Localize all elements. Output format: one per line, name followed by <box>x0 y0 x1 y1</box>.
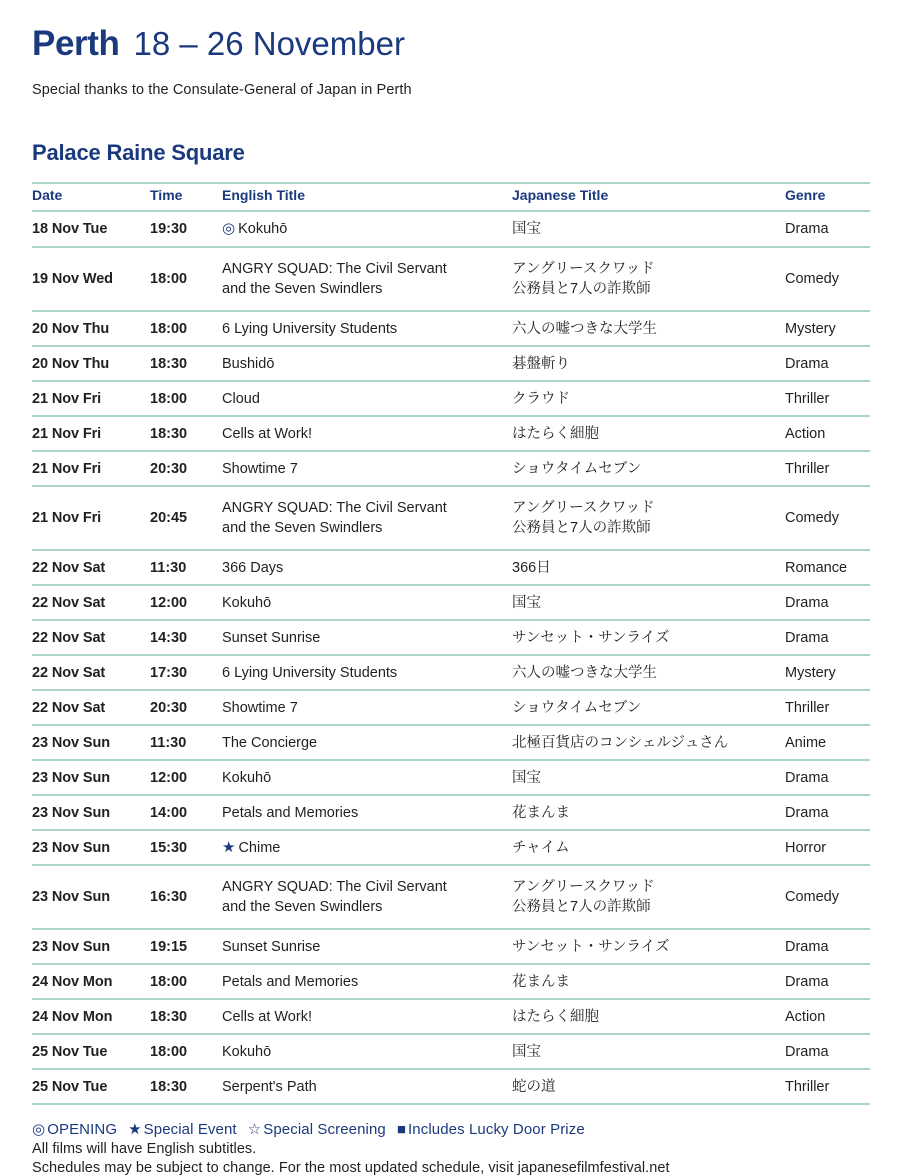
english-title-line: 366 Days <box>222 559 284 576</box>
cell-english-title <box>222 620 512 655</box>
cell-time: 14:30 <box>150 620 222 655</box>
english-title-line: and the Seven Swindlers <box>222 519 383 536</box>
english-title-line: Sunset Sunrise <box>222 629 321 646</box>
table-row <box>32 760 870 795</box>
english-title-line: Petals and Memories <box>222 974 359 991</box>
cell-genre: Romance <box>785 550 870 585</box>
cell-japanese-title <box>512 620 785 655</box>
special-screening-icon: ☆ <box>247 1121 262 1139</box>
english-title-line: and the Seven Swindlers <box>222 280 383 297</box>
japanese-title-line: 国宝 <box>512 221 541 238</box>
cell-time: 20:45 <box>150 486 222 550</box>
table-row <box>32 865 870 929</box>
cell-time: 20:30 <box>150 451 222 486</box>
cell-date: 22 Nov Sat <box>32 550 150 585</box>
cell-date: 20 Nov Thu <box>32 346 150 381</box>
cell-date: 25 Nov Tue <box>32 1034 150 1069</box>
cell-english-title <box>222 416 512 451</box>
japanese-title-line: ショウタイムセブン <box>512 460 642 477</box>
cell-date: 22 Nov Sat <box>32 620 150 655</box>
cell-time: 18:30 <box>150 416 222 451</box>
cell-time: 18:00 <box>150 1034 222 1069</box>
cell-english-title <box>222 795 512 830</box>
legend-label: Special Event <box>143 1121 237 1139</box>
festival-date-range: 18 – 26 November <box>133 25 405 62</box>
legend-item <box>248 1120 386 1138</box>
legend-item <box>128 1120 237 1138</box>
table-row <box>32 451 870 486</box>
legend <box>32 1120 870 1138</box>
legend-label: Special Screening <box>263 1121 386 1139</box>
cell-english-title <box>222 999 512 1034</box>
cell-english-title <box>222 346 512 381</box>
legend-item <box>397 1121 585 1138</box>
cell-time: 11:30 <box>150 725 222 760</box>
japanese-title-line: アングリースクワッド <box>512 879 655 896</box>
english-title-line: and the Seven Swindlers <box>222 899 383 916</box>
japanese-title-line: 花まんま <box>512 974 570 991</box>
table-row <box>32 585 870 620</box>
japanese-title-line: チャイム <box>512 840 570 857</box>
acknowledgement-text: Special thanks to the Consulate-General of Japan in Perth <box>32 82 412 98</box>
cell-japanese-title <box>512 1069 785 1104</box>
table-row <box>32 690 870 725</box>
opening-icon: ◎ <box>222 220 236 237</box>
cell-date: 23 Nov Sun <box>32 725 150 760</box>
english-title-line: ANGRY SQUAD: The Civil Servant <box>222 879 447 896</box>
city-name: Perth <box>32 24 120 63</box>
cell-japanese-title <box>512 211 785 247</box>
cell-japanese-title <box>512 550 785 585</box>
japanese-title-line: サンセット・サンライズ <box>512 939 670 956</box>
cell-english-title <box>222 929 512 964</box>
cell-english-title <box>222 760 512 795</box>
legend-label: OPENING <box>47 1121 118 1139</box>
english-title-line: Kokuhō <box>222 769 272 786</box>
cell-time: 16:30 <box>150 865 222 929</box>
japanese-title-line: クラウド <box>512 390 570 407</box>
table-row <box>32 620 870 655</box>
table-row <box>32 247 870 311</box>
cell-english-title <box>222 1069 512 1104</box>
cell-genre: Horror <box>785 830 870 866</box>
cell-japanese-title <box>512 247 785 311</box>
cell-date: 21 Nov Fri <box>32 416 150 451</box>
lucky-door-prize-icon: ■ <box>396 1121 407 1139</box>
table-row <box>32 346 870 381</box>
english-title-line: ANGRY SQUAD: The Civil Servant <box>222 499 447 516</box>
cell-japanese-title <box>512 311 785 346</box>
column-header-time: Time <box>150 183 222 211</box>
japanese-title-line: 北極百貨店のコンシェルジュさん <box>512 734 729 751</box>
english-title-line: 6 Lying University Students <box>222 664 398 681</box>
table-row <box>32 550 870 585</box>
cell-date: 25 Nov Tue <box>32 1069 150 1104</box>
cell-genre: Mystery <box>785 311 870 346</box>
cell-date: 24 Nov Mon <box>32 999 150 1034</box>
japanese-title-line: アングリースクワッド <box>512 499 655 516</box>
cell-japanese-title <box>512 964 785 999</box>
cell-genre: Drama <box>785 585 870 620</box>
cell-genre: Comedy <box>785 486 870 550</box>
cell-genre: Drama <box>785 1034 870 1069</box>
english-title-line: Cells at Work! <box>222 425 312 442</box>
cell-date: 19 Nov Wed <box>32 247 150 311</box>
english-title-line: ★ Chime <box>222 838 512 859</box>
cell-time: 17:30 <box>150 655 222 690</box>
cell-japanese-title <box>512 655 785 690</box>
cell-genre: Drama <box>785 964 870 999</box>
english-title-line: Cloud <box>222 390 260 407</box>
special-event-icon: ★ <box>222 838 236 856</box>
cell-time: 18:30 <box>150 999 222 1034</box>
cell-english-title <box>222 381 512 416</box>
cell-time: 18:00 <box>150 381 222 416</box>
cell-genre: Thriller <box>785 451 870 486</box>
cell-date: 20 Nov Thu <box>32 311 150 346</box>
masthead <box>32 0 874 61</box>
screening-schedule-table <box>32 182 870 1105</box>
table-row <box>32 655 870 690</box>
cell-japanese-title <box>512 346 785 381</box>
cell-genre: Action <box>785 999 870 1034</box>
cell-time: 19:15 <box>150 929 222 964</box>
cell-time: 18:00 <box>150 964 222 999</box>
japanese-title-line: 公務員と7人の詐欺師 <box>512 899 651 916</box>
cell-japanese-title <box>512 830 785 866</box>
cell-english-title <box>222 247 512 311</box>
cell-japanese-title <box>512 451 785 486</box>
cell-time: 18:00 <box>150 247 222 311</box>
opening-icon: ◎ <box>32 1121 46 1139</box>
column-header-english-title: English Title <box>222 183 512 211</box>
table-row <box>32 725 870 760</box>
japanese-title-line: 六人の嘘つきな大学生 <box>512 320 657 337</box>
table-row <box>32 795 870 830</box>
table-row <box>32 486 870 550</box>
japanese-title-line: サンセット・サンライズ <box>512 629 670 646</box>
cell-genre: Drama <box>785 795 870 830</box>
table-row <box>32 929 870 964</box>
japanese-title-line: 国宝 <box>512 594 541 611</box>
english-title-line: Serpent's Path <box>222 1079 317 1096</box>
cell-date: 21 Nov Fri <box>32 486 150 550</box>
cell-genre: Drama <box>785 346 870 381</box>
cell-date: 22 Nov Sat <box>32 655 150 690</box>
japanese-title-line: はたらく細胞 <box>512 1009 599 1026</box>
english-title-line: The Concierge <box>222 734 318 751</box>
english-title-line: Showtime 7 <box>222 460 298 477</box>
english-title-line: Bushidō <box>222 355 275 372</box>
cell-date: 23 Nov Sun <box>32 795 150 830</box>
cell-japanese-title <box>512 760 785 795</box>
japanese-title-line: 国宝 <box>512 769 541 786</box>
table-header-row <box>32 183 870 211</box>
table-body <box>32 211 870 1104</box>
cell-time: 12:00 <box>150 585 222 620</box>
cell-time: 14:00 <box>150 795 222 830</box>
cell-english-title <box>222 865 512 929</box>
cell-genre: Comedy <box>785 247 870 311</box>
cell-japanese-title <box>512 486 785 550</box>
cell-date: 18 Nov Tue <box>32 211 150 247</box>
cell-time: 18:30 <box>150 346 222 381</box>
table-row <box>32 311 870 346</box>
cell-japanese-title <box>512 929 785 964</box>
cell-date: 23 Nov Sun <box>32 865 150 929</box>
cell-japanese-title <box>512 865 785 929</box>
table-row <box>32 1069 870 1104</box>
japanese-title-line: 国宝 <box>512 1044 541 1061</box>
japanese-title-line: 花まんま <box>512 804 570 821</box>
cell-english-title <box>222 964 512 999</box>
cell-japanese-title <box>512 999 785 1034</box>
table-row <box>32 999 870 1034</box>
japanese-title-line: はたらく細胞 <box>512 425 599 442</box>
english-title-line: 6 Lying University Students <box>222 320 398 337</box>
english-title-line: Kokuhō <box>222 594 272 611</box>
cell-genre: Comedy <box>785 865 870 929</box>
cell-japanese-title <box>512 585 785 620</box>
english-title-line: Petals and Memories <box>222 804 359 821</box>
cell-english-title <box>222 655 512 690</box>
cell-date: 22 Nov Sat <box>32 585 150 620</box>
cell-time: 12:00 <box>150 760 222 795</box>
cell-time: 18:00 <box>150 311 222 346</box>
japanese-title-line: ショウタイムセブン <box>512 699 642 716</box>
table-row <box>32 1034 870 1069</box>
table-row <box>32 416 870 451</box>
english-title-line: Cells at Work! <box>222 1009 312 1026</box>
cell-time: 11:30 <box>150 550 222 585</box>
table-row <box>32 381 870 416</box>
schedule-change-note: Schedules may be subject to change. For the most updated schedule, visit japanesefilmfestival.net <box>32 1160 670 1176</box>
english-title-line: Sunset Sunrise <box>222 939 321 956</box>
cell-genre: Drama <box>785 929 870 964</box>
cell-japanese-title <box>512 416 785 451</box>
cell-genre: Thriller <box>785 690 870 725</box>
cell-genre: Action <box>785 416 870 451</box>
japanese-title-line: 公務員と7人の詐欺師 <box>512 280 651 297</box>
japanese-title-line: アングリースクワッド <box>512 260 655 277</box>
cell-english-title <box>222 725 512 760</box>
column-header-date: Date <box>32 183 150 211</box>
cell-time: 18:30 <box>150 1069 222 1104</box>
legend-label: Includes Lucky Door Prize <box>408 1121 585 1139</box>
cell-english-title <box>222 486 512 550</box>
venue-name: Palace Raine Square <box>32 140 245 165</box>
cell-date: 24 Nov Mon <box>32 964 150 999</box>
cell-genre: Drama <box>785 620 870 655</box>
cell-genre: Drama <box>785 211 870 247</box>
japanese-title-line: 蛇の道 <box>512 1079 556 1096</box>
cell-date: 23 Nov Sun <box>32 830 150 866</box>
legend-item <box>32 1120 117 1138</box>
subtitles-note: All films will have English subtitles. <box>32 1141 257 1158</box>
cell-japanese-title <box>512 1034 785 1069</box>
english-title-line: ANGRY SQUAD: The Civil Servant <box>222 260 447 277</box>
special-event-icon: ★ <box>128 1121 142 1139</box>
cell-time: 20:30 <box>150 690 222 725</box>
cell-english-title <box>222 690 512 725</box>
english-title-line: Showtime 7 <box>222 699 298 716</box>
table-row <box>32 211 870 247</box>
footer <box>32 1120 870 1176</box>
cell-english-title <box>222 830 512 866</box>
cell-japanese-title <box>512 381 785 416</box>
cell-japanese-title <box>512 795 785 830</box>
japanese-title-line: 碁盤斬り <box>512 355 570 372</box>
cell-date: 23 Nov Sun <box>32 760 150 795</box>
cell-genre: Thriller <box>785 1069 870 1104</box>
cell-genre: Anime <box>785 725 870 760</box>
english-title-line: Kokuhō <box>222 1044 272 1061</box>
cell-date: 21 Nov Fri <box>32 381 150 416</box>
cell-japanese-title <box>512 725 785 760</box>
cell-english-title <box>222 211 512 247</box>
japanese-title-line: 六人の嘘つきな大学生 <box>512 664 657 681</box>
cell-time: 19:30 <box>150 211 222 247</box>
table-row <box>32 964 870 999</box>
table-header <box>32 183 870 211</box>
table-row <box>32 830 870 866</box>
cell-genre: Drama <box>785 760 870 795</box>
english-title-line: ◎ Kokuhō <box>222 219 512 240</box>
cell-date: 21 Nov Fri <box>32 451 150 486</box>
cell-english-title <box>222 550 512 585</box>
cell-english-title <box>222 585 512 620</box>
cell-genre: Thriller <box>785 381 870 416</box>
cell-japanese-title <box>512 690 785 725</box>
cell-english-title <box>222 451 512 486</box>
japanese-title-line: 366日 <box>512 559 551 576</box>
cell-date: 23 Nov Sun <box>32 929 150 964</box>
cell-english-title <box>222 1034 512 1069</box>
cell-date: 22 Nov Sat <box>32 690 150 725</box>
column-header-genre: Genre <box>785 183 870 211</box>
cell-time: 15:30 <box>150 830 222 866</box>
cell-english-title <box>222 311 512 346</box>
cell-genre: Mystery <box>785 655 870 690</box>
japanese-title-line: 公務員と7人の詐欺師 <box>512 519 651 536</box>
column-header-japanese-title: Japanese Title <box>512 183 785 211</box>
